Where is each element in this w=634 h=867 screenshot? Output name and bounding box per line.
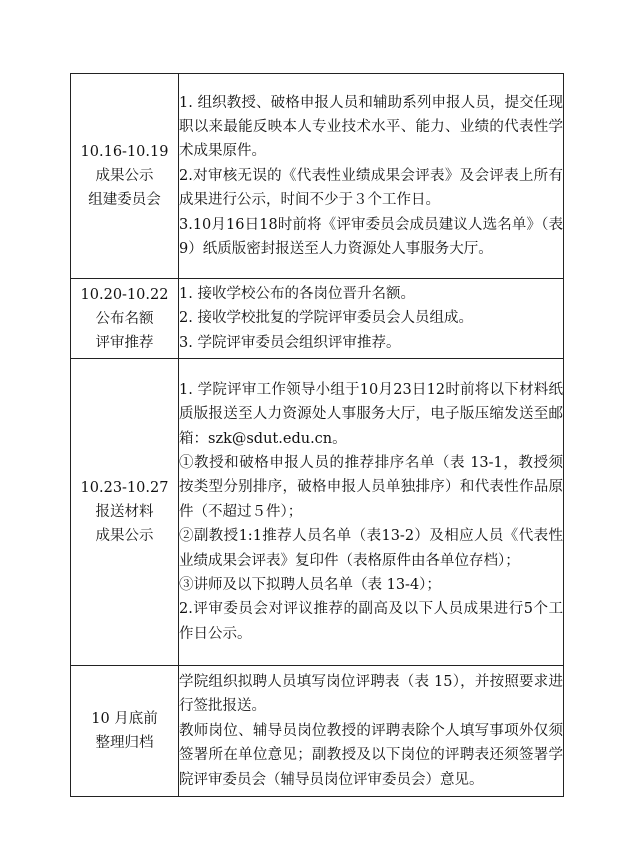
detail-item: ③讲师及以下拟聘人员名单（表 13-4）；: [179, 577, 441, 594]
phase-label: 公布名额: [95, 310, 154, 327]
phase-label: 评审推荐: [95, 334, 154, 351]
detail-item: ②副教授1:1推荐人员名单（表13-2）及相应人员《代表性业绩成果会评表》复印件（表格原件由各单位存档）；: [179, 528, 563, 569]
detail-item: 1. 学院评审工作领导小组于10月23日12时前将以下材料纸质版报送至人力资源处人事服务大厅，电子版压缩发送至邮箱：szk@sdut.edu.cn。: [179, 381, 563, 447]
phase-cell: [71, 279, 179, 359]
detail-item: 1. 组织教授、破格申报人员和辅助系列申报人员，提交任现职以来最能反映本人专业技术水平、能力、业绩的代表性学术成果原件。: [179, 94, 563, 160]
detail-item: 3.10月16日18时前将《评审委员会成员建议人选名单》（表 9）纸质版密封报送至人力资源处人事服务大厅。: [179, 216, 563, 258]
table-row: [71, 74, 564, 279]
phase-label: 组建委员会: [88, 192, 161, 208]
detail-cell: [179, 666, 564, 797]
phase-date: 10 月底前: [91, 711, 158, 727]
detail-cell: [179, 279, 564, 359]
phase-date: 10.20-10.22: [80, 286, 169, 303]
detail-cell: [179, 74, 564, 279]
table-row: [71, 359, 564, 666]
phase-cell: [71, 666, 179, 797]
phase-label: 成果公示: [95, 168, 154, 184]
detail-item: 2.评审委员会对评议推荐的副高及以下人员成果进行5个工作日公示。: [179, 601, 563, 642]
detail-item: 学院组织拟聘人员填写岗位评聘表（表 15），并按照要求进行签批报送。: [179, 673, 563, 715]
phase-date: 10.23-10.27: [80, 480, 169, 496]
detail-item: ①教授和破格申报人员的推荐排序名单（表 13-1，教授须按类型分别排序，破格申报人员单独排序）和代表性作品原件（不超过５件）；: [179, 454, 563, 520]
schedule-table: [70, 73, 564, 797]
phase-label: 报送材料: [95, 504, 154, 520]
phase-date: 10.16-10.19: [80, 144, 169, 160]
detail-item: 教师岗位、辅导员岗位教授的评聘表除个人填写事项外仅须签署所在单位意见；副教授及以下岗位的评聘表还须签署学院评审委员会（辅导员岗位评审委员会）意见。: [179, 722, 563, 788]
phase-cell: [71, 74, 179, 279]
phase-label: 成果公示: [95, 528, 154, 544]
phase-label: 整理归档: [95, 735, 154, 751]
table-row: [71, 666, 564, 797]
detail-item: 2. 接收学校批复的学院评审委员会人员组成。: [179, 310, 473, 327]
detail-item: 3. 学院评审委员会组织评审推荐。: [179, 334, 401, 351]
phase-cell: [71, 359, 179, 666]
detail-item: 1. 接收学校公布的各岗位晋升名额。: [179, 285, 415, 302]
detail-item: 2.对审核无误的《代表性业绩成果会评表》及会评表上所有成果进行公示，时间不少于３个工作日。: [179, 167, 563, 209]
table-row: [71, 279, 564, 359]
detail-cell: [179, 359, 564, 666]
